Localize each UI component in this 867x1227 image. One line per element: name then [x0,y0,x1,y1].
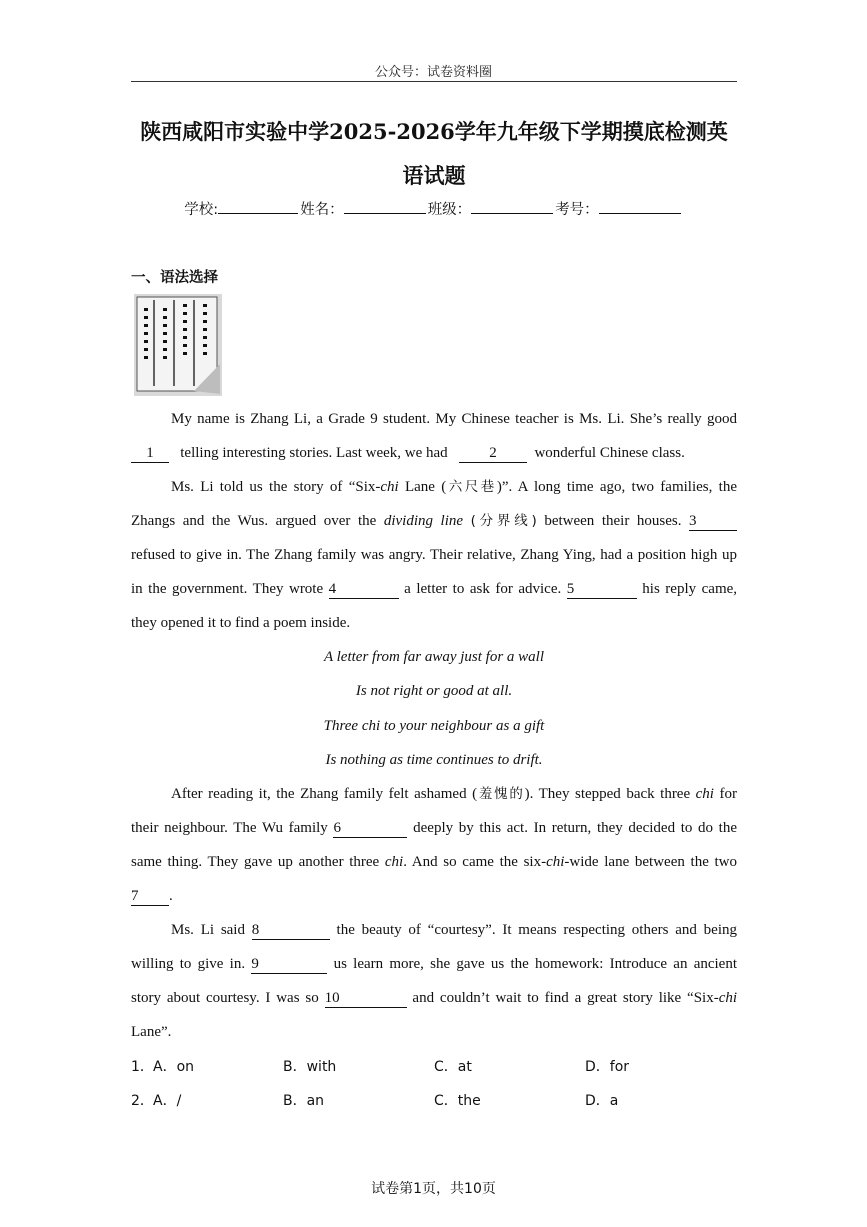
question-number: 2． [131,1093,154,1109]
option-d[interactable]: D．for [585,1059,630,1075]
passage-text: the beauty of “courtesy”. It means respecting others and being [336,922,738,938]
blank-5[interactable]: 5 [567,581,637,599]
passage-line: 7 . [131,888,173,904]
passage-text: . And so came the six- [403,854,547,870]
passage-text: telling interesting stories. Last week, we had [180,445,448,461]
poem-line: Is nothing as time continues to drift. [325,752,543,768]
passage-text: My name is Zhang Li, a Grade 9 student. My Chinese teacher is Ms. Li. She’s really good [171,411,737,427]
passage-line [131,613,737,633]
poem-line: Three chi to your neighbour as a gift [323,718,545,734]
passage-text: in the government. They wrote [131,581,324,597]
italic-term: dividing line [383,513,464,529]
class-label: 班级： [427,202,472,218]
id-blank[interactable] [599,199,681,214]
question-number: 1． [131,1059,154,1075]
name-blank[interactable] [344,199,426,214]
passage-text: )”. A long time ago, two families, the [496,479,737,495]
passage-line [131,920,737,940]
page-header: 公众号：试卷资料圈 [374,65,492,80]
passage-text: between their houses. [544,513,682,529]
header-rule [131,81,737,82]
name-label: 姓名： [300,202,344,218]
blank-4[interactable]: 4 [329,581,399,599]
cn-term: (分界线) [470,513,537,529]
passage-text: willing to give in. [131,956,246,972]
passage-line [131,579,737,599]
passage-text: same thing. They gave up another three [131,854,380,870]
chi-term: chi [718,990,738,1006]
passage-line [131,988,737,1008]
page-footer: 试卷第1页，共10页 [371,1181,496,1197]
passage-text: they opened it to find a poem inside. [131,615,351,631]
passage-text: for [719,786,737,802]
passage-line [131,784,737,804]
exam-title-line1: 陕西咸阳市实验中学2025-2026学年九年级下学期摸底检测英 [140,119,728,144]
blank-7[interactable]: 7 [131,888,169,906]
passage-text: his reply came, [642,581,738,597]
blank-2[interactable]: 2 [459,445,527,463]
blank-6[interactable]: 6 [333,820,407,838]
passage-line [131,954,737,974]
school-label: 学校: [184,202,219,218]
id-label: 考号： [555,202,599,218]
question-row [131,1091,737,1111]
passage-line [131,818,737,838]
blank-9[interactable]: 9 [251,956,327,974]
student-info-line [0,198,867,219]
passage-text: Ms. Li told us the story of “Six- [171,479,381,495]
option-d[interactable]: D．a [585,1093,619,1109]
option-c[interactable]: C．the [434,1093,481,1109]
passage-line [131,477,737,497]
passage-line [131,511,737,531]
poem-line: Is not right or good at all. [355,683,513,699]
passage-line [131,409,737,429]
exam-title-line2: 语试题 [402,163,466,188]
passage-text: Lane ( [398,479,447,495]
chi-term: chi [380,479,399,495]
passage-line [131,852,737,872]
school-blank[interactable] [218,199,298,214]
blank-10[interactable]: 10 [325,990,407,1008]
passage-line [131,443,737,463]
option-c[interactable]: C．at [434,1059,472,1075]
passage-text: Zhangs and the Wus. argued over the [131,513,377,529]
option-b[interactable]: B．with [283,1059,337,1075]
passage-line [131,545,737,565]
passage-text: us learn more, she gave us the homework: Introduce an ancient [333,956,737,972]
question-row [131,1057,737,1077]
passage-text: ). They stepped back three [524,786,691,802]
passage-text: refused to give in. The Zhang family was angry. Their relative, Zhang Ying, had a position high up [131,547,737,563]
cn-term: 羞愧的 [477,786,525,802]
passage-text: a letter to ask for advice. [404,581,562,597]
passage-text: and couldn’t wait to find a great story like “Six- [412,990,719,1006]
option-a[interactable]: A．on [153,1059,195,1075]
passage-text: wonderful Chinese class. [534,445,685,461]
poem-scroll-image [134,294,222,396]
passage-text: deeply by this act. In return, they decided to do the [413,820,737,836]
option-b[interactable]: B．an [283,1093,325,1109]
blank-3[interactable]: 3 [689,513,737,531]
passage-text: their neighbour. The Wu family [131,820,328,836]
passage-text: Ms. Li said [171,922,245,938]
option-a[interactable]: A．/ [153,1093,182,1109]
class-blank[interactable] [471,199,553,214]
chi-term: chi [695,786,714,802]
chi-term: chi [384,854,404,870]
poem-line: A letter from far away just for a wall [323,649,544,665]
chi-term: chi [546,854,565,870]
section-heading: 一、语法选择 [131,270,218,286]
blank-1[interactable]: 1 [131,445,169,463]
passage-text: After reading it, the Zhang family felt ashamed ( [171,786,478,802]
passage-line [131,1022,737,1042]
passage-text: -wide lane between the two [564,854,738,870]
passage-text: Lane”. [131,1024,172,1040]
cn-term: 六尺巷 [446,479,497,495]
blank-8[interactable]: 8 [252,922,330,940]
passage-text: story about courtesy. I was so [131,990,319,1006]
